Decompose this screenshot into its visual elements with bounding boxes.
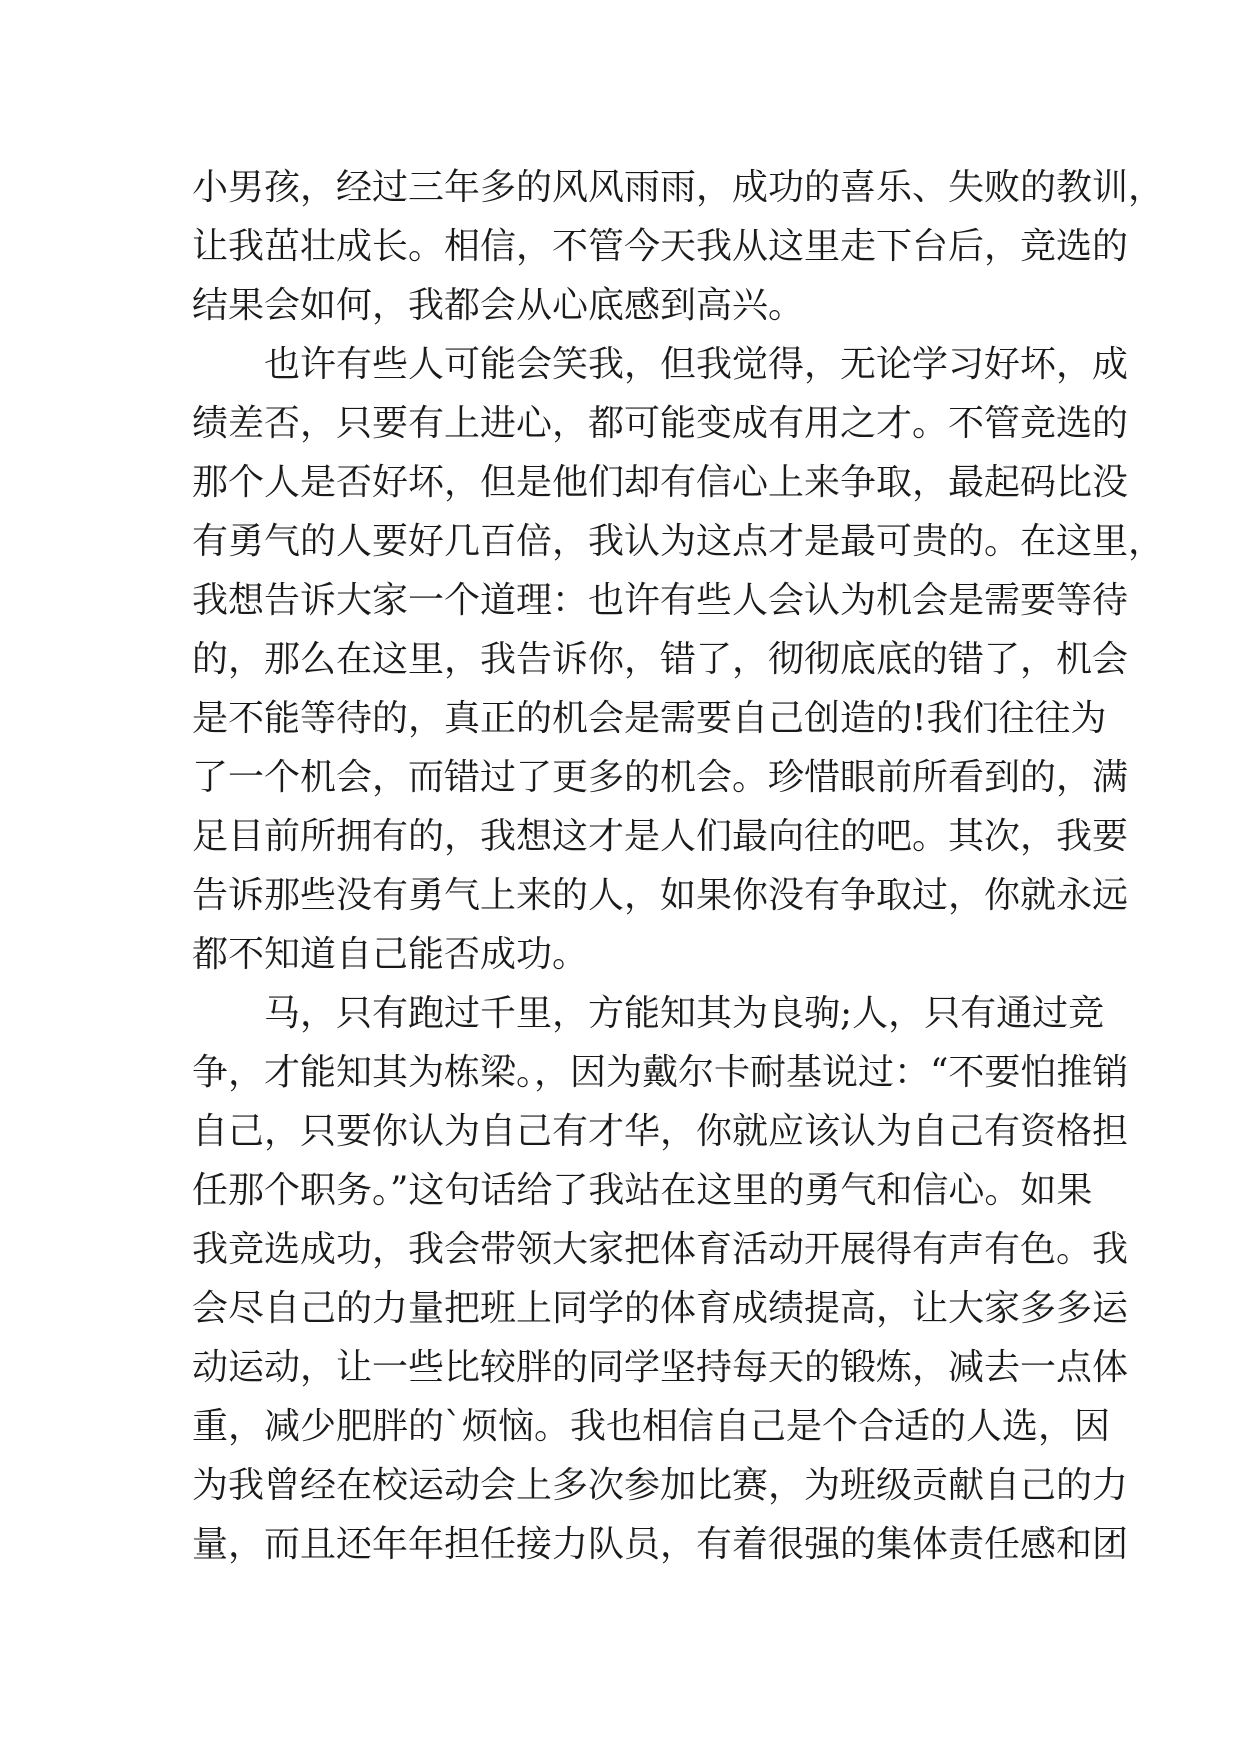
text-line: 告诉那些没有勇气上来的人，如果你没有争取过，你就永远 <box>192 875 1129 916</box>
paragraph-1 <box>192 158 1165 335</box>
text-line: 马，只有跑过千里，方能知其为良驹;人，只有通过竞 <box>192 993 1105 1034</box>
text-line: 我想告诉大家一个道理：也许有些人会认为机会是需要等待 <box>192 580 1129 621</box>
text-line: 结果会如何，我都会从心底感到高兴。 <box>192 285 805 326</box>
text-line: 为我曾经在校运动会上多次参加比赛，为班级贡献自己的力 <box>192 1465 1129 1506</box>
text-line: 让我茁壮成长。相信，不管今天我从这里走下台后，竞选的 <box>192 226 1129 267</box>
text-line: 绩差否，只要有上进心，都可能变成有用之才。不管竞选的 <box>192 403 1129 444</box>
text-line: 是不能等待的，真正的机会是需要自己创造的!我们往往为 <box>192 698 1107 739</box>
text-line: 了一个机会，而错过了更多的机会。珍惜眼前所看到的，满 <box>192 757 1129 798</box>
text-line: 动运动，让一些比较胖的同学坚持每天的锻炼，减去一点体 <box>192 1347 1129 1388</box>
text-line: 的，那么在这里，我告诉你，错了，彻彻底底的错了，机会 <box>192 639 1129 680</box>
text-line: 重，减少肥胖的`烦恼。我也相信自己是个合适的人选，因 <box>192 1406 1111 1447</box>
text-line: 自己，只要你认为自己有才华，你就应该认为自己有资格担 <box>192 1111 1129 1152</box>
text-line: 都不知道自己能否成功。 <box>192 934 589 975</box>
text-line: 量，而且还年年担任接力队员，有着很强的集体责任感和团 <box>192 1524 1129 1565</box>
text-line: 争，才能知其为栋梁。，因为戴尔卡耐基说过：“不要怕推销 <box>192 1052 1129 1093</box>
body-text <box>192 158 1165 1574</box>
text-line: 足目前所拥有的，我想这才是人们最向往的吧。其次，我要 <box>192 816 1129 857</box>
text-line: 任那个职务。”这句话给了我站在这里的勇气和信心。如果 <box>192 1170 1093 1211</box>
text-line: 小男孩，经过三年多的风风雨雨，成功的喜乐、失败的教训， <box>192 167 1165 208</box>
text-line: 会尽自己的力量把班上同学的体育成绩提高，让大家多多运 <box>192 1288 1129 1329</box>
text-line: 有勇气的人要好几百倍，我认为这点才是最可贵的。在这里， <box>192 521 1165 562</box>
paragraph-2 <box>192 335 1165 984</box>
text-line: 也许有些人可能会笑我，但我觉得，无论学习好坏，成 <box>192 344 1129 385</box>
text-line: 我竞选成功，我会带领大家把体育活动开展得有声有色。我 <box>192 1229 1129 1270</box>
paragraph-3 <box>192 984 1129 1574</box>
text-line: 那个人是否好坏，但是他们却有信心上来争取，最起码比没 <box>192 462 1129 503</box>
